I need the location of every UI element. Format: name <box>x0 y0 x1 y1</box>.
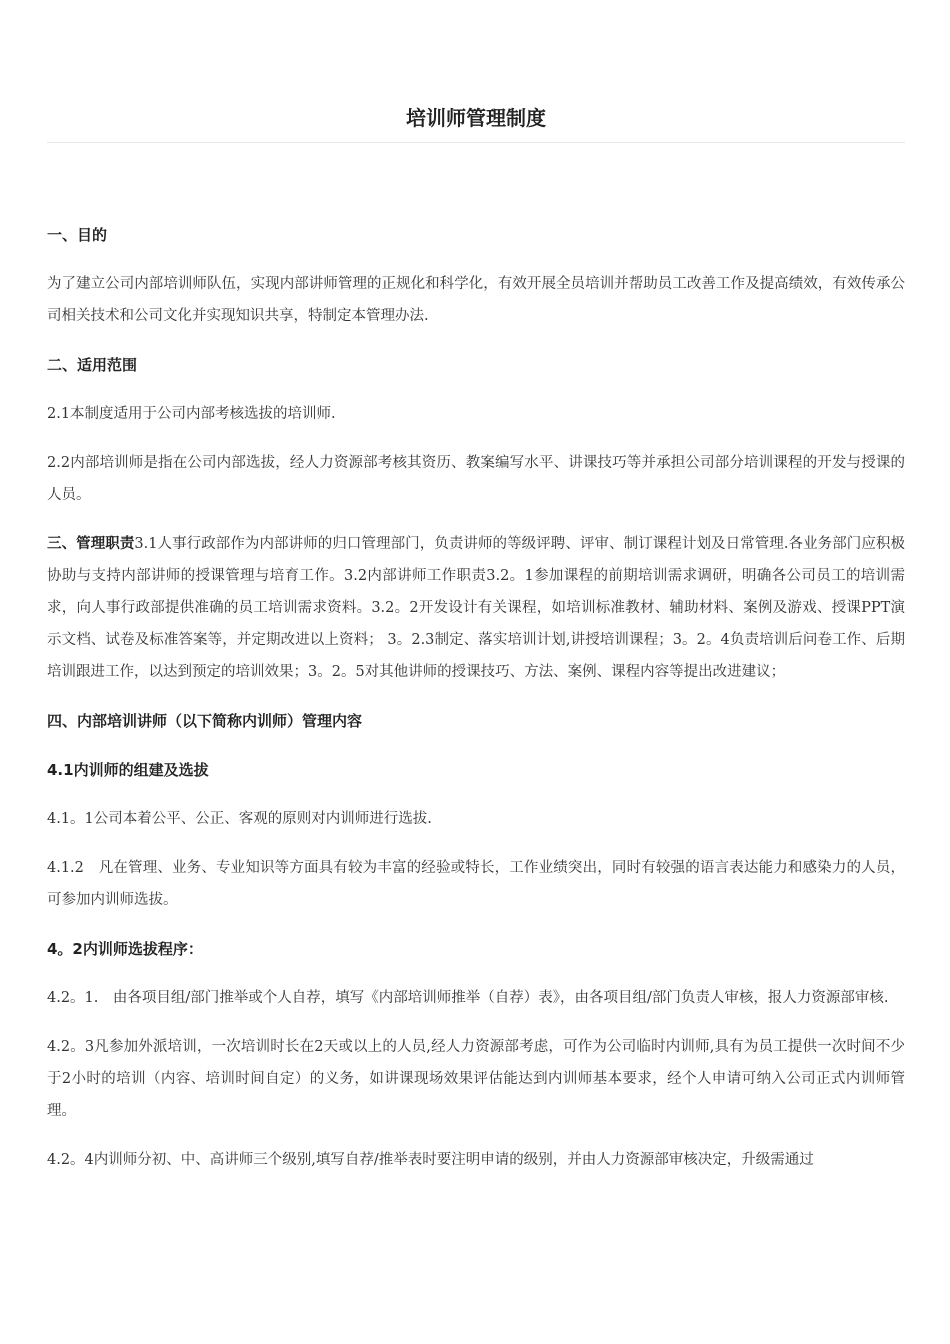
paragraph-scope-2-2: 2.2内部培训师是指在公司内部选拔，经人力资源部考核其资历、教案编写水平、讲课技巧等并承担公司部分培训课程的开发与授课的人员。 <box>47 455 905 503</box>
paragraph-responsibilities <box>47 528 905 688</box>
document-body <box>47 219 905 1193</box>
paragraph-4-2-1: 4.2。1. 由各项目组/部门推举或个人自荐，填写《内部培训师推举（自荐）表》，由各项目组/部门负责人审核，报人力资源部审核. <box>47 990 889 1006</box>
paragraph-purpose: 为了建立公司内部培训师队伍，实现内部讲师管理的正规化和科学化，有效开展全员培训并帮助员工改善工作及提高绩效，有效传承公司相关技术和公司文化并实现知识共享，特制定本管理办法. <box>47 276 905 324</box>
section-heading-purpose: 一、目的 <box>47 226 108 244</box>
section-heading-scope: 二、适用范围 <box>47 356 138 374</box>
paragraph-scope-2-1: 2.1本制度适用于公司内部考核选拔的培训师. <box>47 406 336 422</box>
document-title: 培训师管理制度 <box>406 106 546 130</box>
section-heading-management-content: 四、内部培训讲师（以下简称内训师）管理内容 <box>47 712 363 730</box>
paragraph-4-2-3: 4.2。3凡参加外派培训，一次培训时长在2天或以上的人员,经人力资源部考虑，可作为公司临时内训师,具有为员工提供一次时间不少于2小时的培训（内容、培训时间自定）的义务，如讲课现场效果评估能达到内训师基本要求，经个人申请可纳入公司正式内训师管理。 <box>47 1039 905 1119</box>
paragraph-4-2-4: 4.2。4内训师分初、中、高讲师三个级别,填写自荐/推举表时要注明申请的级别，并由人力资源部审核决定，升级需通过 <box>47 1152 814 1168</box>
responsibilities-text: 3.1人事行政部作为内部讲师的归口管理部门，负责讲师的等级评聘、评审、制订课程计划及日常管理.各业务部门应积极协助与支持内部讲师的授课管理与培育工作。3.2内部讲师工作职责3.2。1参加课程的前期培训需求调研，明确各公司员工的培训需求，向人事行政部提供准确的员工培训需求资料。3.2。2开发设计有关课程，如培训标准教材、辅助材料、案例及游戏、授课PPT演示文档、试卷及标准答案等，并定期改进以上资料； 3。2.3制定、落实培训计划,讲授培训课程；3。2。4负责培训后问卷工作、后期培训跟进工作，以达到预定的培训效果；3。2。5对其他讲师的授课技巧、方法、案例、课程内容等提出改进建议； <box>47 536 906 680</box>
paragraph-4-1-1: 4.1。1公司本着公平、公正、客观的原则对内训师进行选拔. <box>47 811 432 827</box>
subsection-heading-4-1: 4.1内训师的组建及选拔 <box>47 761 209 779</box>
subsection-heading-4-2: 4。2内训师选拔程序： <box>47 940 203 958</box>
title-divider <box>47 142 905 143</box>
section-heading-responsibilities: 三、管理职责 <box>47 536 135 552</box>
paragraph-4-1-2: 4.1.2 凡在管理、业务、专业知识等方面具有较为丰富的经验或特长，工作业绩突出，同时有较强的语言表达能力和感染力的人员，可参加内训师选拔。 <box>47 860 905 908</box>
